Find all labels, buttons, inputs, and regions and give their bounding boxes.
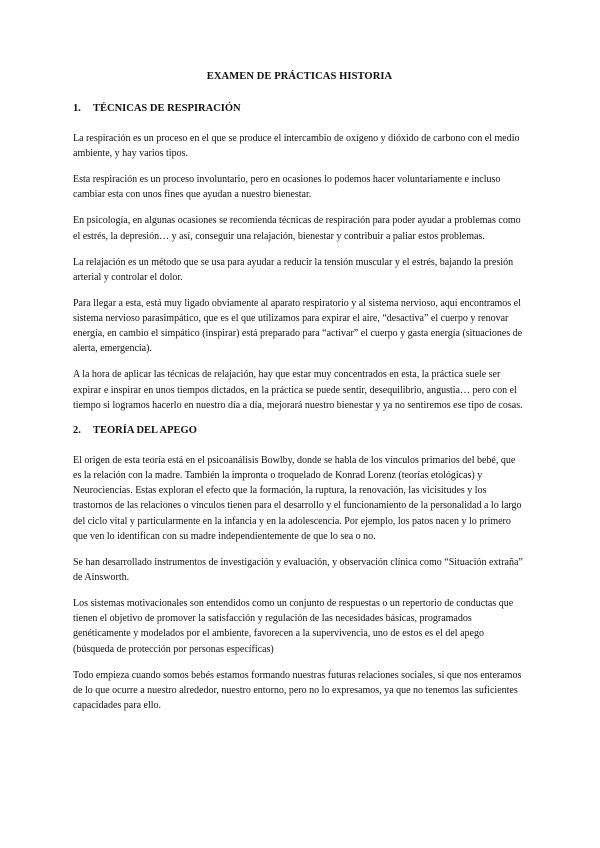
paragraph: La relajación es un método que se usa para ayudar a reducir la tensión muscular y el estrés, bajando la presión arterial y controlar el dolor. [73,256,514,283]
paragraph: Para llegar a esta, está muy ligado obviamente al aparato respiratorio y al sistema nervioso, aquí encontramos el sistema nervioso parasimpático, que es el que utilizamos para expirar el aire, “desactiva” el cuerpo y renovar energía, en cambio el simpático (inspirar) está preparado para “activar” el cuerpo y gasta energía (situaciones de alerta, emergencia). [73,297,523,355]
section-title: TEORÍA DEL APEGO [93,424,197,436]
paragraph: Los sistemas motivacionales son entendidos como un conjunto de respuestas o un repertorio de conductas que tienen el objetivo de promover la satisfacción y regulación de las necesidades básicas, programados genéticamente y modelados por el ambiente, favorecen a la supervivencia, uno de estos es el del apego (búsqueda de protección por personas específicas) [73,598,514,655]
paragraph: Esta respiración es un proceso involuntario, pero en ocasiones lo podemos hacer voluntariamente e incluso cambiar esta con unos fines que ayudan a nuestro bienestar. [73,174,501,201]
section-number: 1. [73,103,81,114]
section-heading [73,424,526,438]
section-respiration-techniques [73,102,526,413]
section-number: 2. [73,424,81,436]
section-heading [73,102,526,116]
section-title: TÉCNICAS DE RESPIRACIÓN [93,103,241,114]
paragraph: En psicología, en algunas ocasiones se recomienda técnicas de respiración para poder ayudar a problemas como el estrés, la depresión… y así, conseguir una relajación, bienestar y contribuir a paliar estos problemas. [73,215,521,242]
paragraph: Se han desarrollado instrumentos de investigación y evaluación, y observación clínica como “Situación extraña” de Ainsworth. [73,556,523,584]
paragraph: Todo empieza cuando somos bebés estamos formando nuestras futuras relaciones sociales, si que nos enteramos de lo que ocurre a nuestro alrededor, nuestro entorno, pero no lo expresamos, ya que no tenemos las suficientes capacidades para ello. [73,669,522,712]
section-attachment-theory [73,424,526,713]
document-title: EXAMEN DE PRÁCTICAS HISTORIA [206,71,393,82]
paragraph: La respiración es un proceso en el que se produce el intercambio de oxígeno y dióxido de carbono con el medio ambiente, y hay varios tipos. [73,133,520,160]
paragraph: A la hora de aplicar las técnicas de relajación, hay que estar muy concentrados en esta, la práctica suele ser expirar e inspirar en unos tiempos dictados, en la práctica se puede sentir, desequilibrio, angustia… pero con el tiempo si logramos hacerlo en nuestro día a día, mejorará nuestro bienestar y ya no sentiremos ese tipo de cosas. [73,369,523,411]
paragraph: El origen de esta teoría está en el psicoanálisis Bowlby, donde se habla de los vínculos primarios del bebé, que es la relación con la madre. También la impronta o troquelado de Konrad Lorenz (teorías etológicas) y Neurociencias. Estas exploran el efecto que la formación, la ruptura, la renovación, las vicisitudes y los trastornos de las relaciones o vínculos tienen para el desarrollo y el funcionamiento de la personalidad a lo largo del ciclo vital y particularmente en la infancia y en la adolescencia. Por ejemplo, los patos nacen y lo primero que ven lo identifican con su madre independientemente de que lo sea o no. [73,454,522,542]
